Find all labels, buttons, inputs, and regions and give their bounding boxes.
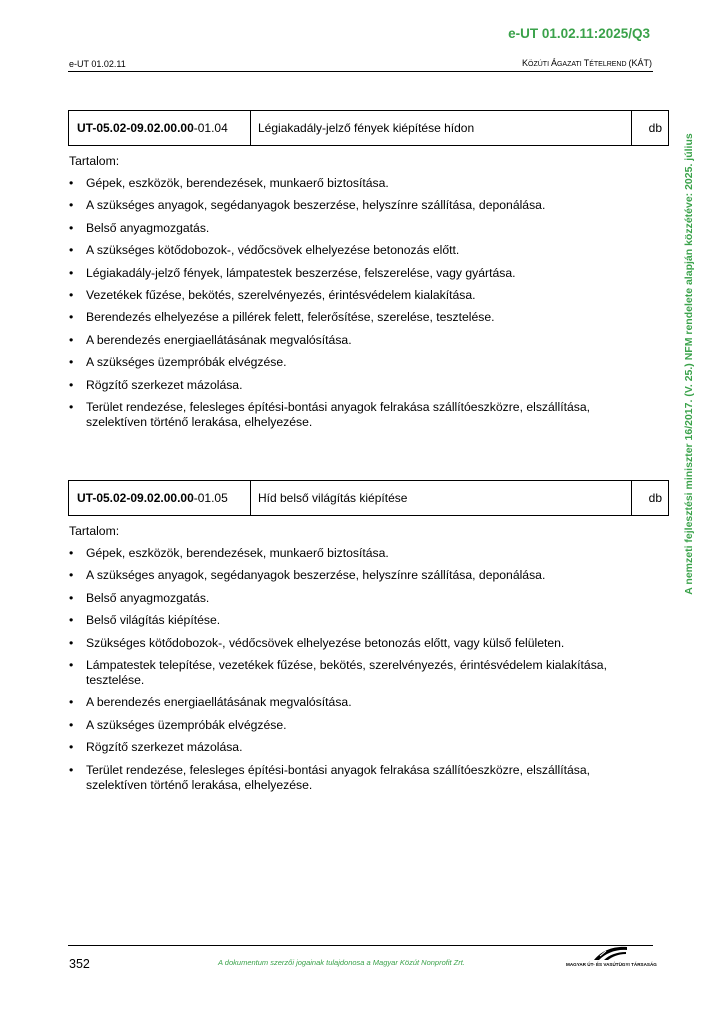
side-publication-note bbox=[677, 98, 701, 630]
header-right-part: Á bbox=[550, 58, 557, 68]
list-item: • A szükséges üzempróbák elvégzése. bbox=[69, 718, 639, 733]
list-item: • Légiakadály-jelző fények, lámpatestek beszerzése, felszerelése, vagy gyártása. bbox=[69, 266, 639, 281]
list-item: • Vezetékek fűzése, bekötés, szerelvényezés, érintésvédelem kialakítása. bbox=[69, 288, 639, 303]
road-logo-icon bbox=[592, 944, 628, 962]
list-item: • Terület rendezése, felesleges építési-bontási anyagok felrakása szállítóeszközre, elszállítása, szelektíven történő lerakása, elhelyezése. bbox=[69, 400, 639, 430]
item-header-table bbox=[68, 110, 669, 146]
copyright-notice: A dokumentum szerzői jogainak tulajdonosa a Magyar Közút Nonprofit Zrt. bbox=[218, 958, 465, 967]
content-label: Tartalom: bbox=[69, 154, 120, 168]
header-right-part: (KÁT) bbox=[628, 58, 652, 68]
item-code-main: UT-05.02-09.02.00.00 bbox=[77, 491, 194, 505]
list-item: • Lámpatestek telepítése, vezetékek fűzése, bekötés, szerelvényezés, érintésvédelem kialakítása, tesztelése. bbox=[69, 658, 639, 688]
list-item: • A szükséges anyagok, segédanyagok beszerzése, helyszínre szállítása, deponálása. bbox=[69, 198, 639, 213]
header-right-part: ÖZÚTI bbox=[528, 61, 551, 68]
item-title: Légiakadály-jelző fények kiépítése hídon bbox=[251, 111, 632, 145]
header-right-part: ÉTELREND bbox=[589, 61, 629, 68]
item-code-suffix: -01.05 bbox=[193, 491, 228, 505]
content-bullet-list bbox=[69, 176, 639, 430]
list-item: • Belső világítás kiépítése. bbox=[69, 613, 639, 628]
list-item: • Rögzítő szerkezet mázolása. bbox=[69, 740, 639, 755]
item-code-main: UT-05.02-09.02.00.00 bbox=[77, 121, 194, 135]
list-item: • Terület rendezése, felesleges építési-bontási anyagok felrakása szállítóeszközre, elszállítása, szelektíven történő lerakása, elhelyezése. bbox=[69, 763, 639, 793]
header-right-part: K bbox=[522, 58, 529, 68]
list-item: • A berendezés energiaellátásának megvalósítása. bbox=[69, 695, 639, 710]
content-label: Tartalom: bbox=[69, 524, 120, 538]
list-item: • A szükséges kötődobozok-, védőcsövek elhelyezése betonozás előtt. bbox=[69, 243, 639, 258]
list-item: • Belső anyagmozgatás. bbox=[69, 591, 639, 606]
side-publication-note-text: A nemzeti fejlesztési miniszter 16/2017. (V. 25.) NFM rendelete alapján közzétéve: 2025. július bbox=[683, 133, 695, 595]
list-item: • A szükséges üzempróbák elvégzése. bbox=[69, 355, 639, 370]
item-unit: db bbox=[648, 491, 662, 505]
item-code bbox=[69, 481, 251, 515]
header-right-part: GAZATI bbox=[556, 61, 584, 68]
company-logo bbox=[566, 944, 657, 970]
list-item: • Rögzítő szerkezet mázolása. bbox=[69, 378, 639, 393]
item-header-table bbox=[68, 480, 669, 516]
item-content bbox=[69, 524, 639, 800]
header-right-label bbox=[522, 58, 652, 68]
item-content bbox=[69, 154, 639, 437]
list-item: • Gépek, eszközök, berendezések, munkaerő biztosítása. bbox=[69, 546, 639, 561]
header-left-label: e-UT 01.02.11 bbox=[69, 59, 126, 69]
list-item: • A berendezés energiaellátásának megvalósítása. bbox=[69, 333, 639, 348]
item-code-suffix: -01.04 bbox=[193, 121, 228, 135]
list-item: • Gépek, eszközök, berendezések, munkaerő biztosítása. bbox=[69, 176, 639, 191]
page-number: 352 bbox=[69, 957, 90, 971]
document-code: e-UT 01.02.11:2025/Q3 bbox=[508, 26, 650, 41]
logo-text: MAGYAR ÚT- ÉS VASÚTÜGYI TÁRSASÁG bbox=[566, 962, 657, 967]
item-title: Híd belső világítás kiépítése bbox=[251, 481, 632, 515]
content-bullet-list bbox=[69, 546, 639, 793]
item-unit: db bbox=[648, 121, 662, 135]
header-divider bbox=[68, 71, 653, 72]
list-item: • Berendezés elhelyezése a pillérek felett, felerősítése, szerelése, tesztelése. bbox=[69, 310, 639, 325]
list-item: • Belső anyagmozgatás. bbox=[69, 221, 639, 236]
list-item: • Szükséges kötődobozok-, védőcsövek elhelyezése betonozás előtt, vagy külső felületen. bbox=[69, 636, 639, 651]
list-item: • A szükséges anyagok, segédanyagok beszerzése, helyszínre szállítása, deponálása. bbox=[69, 568, 639, 583]
item-code bbox=[69, 111, 251, 145]
header-right-part: T bbox=[583, 58, 590, 68]
